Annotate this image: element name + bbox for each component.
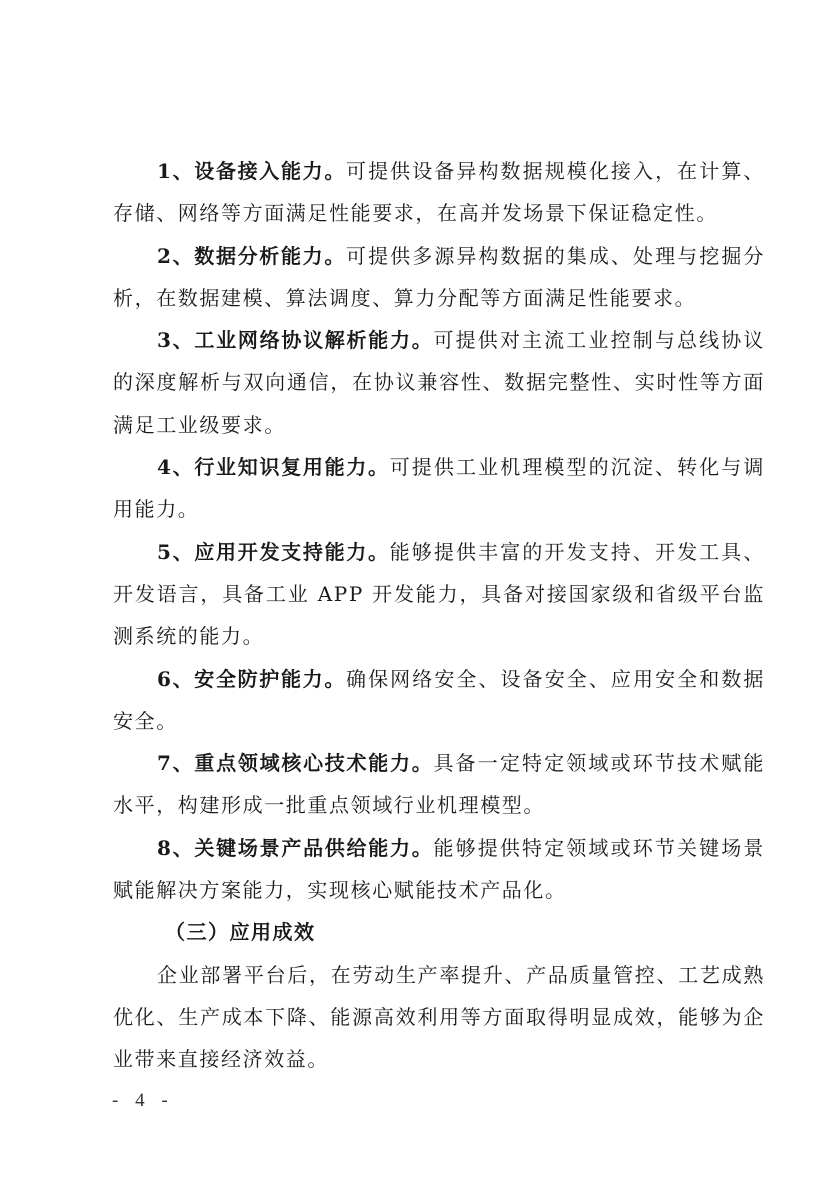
capability-item-6 <box>113 658 765 743</box>
page-number: - 4 - <box>112 1090 174 1111</box>
item-body: 具备一定特定领域或环节技术赋能水平，构建形成一批重点领域行业机理模型。 <box>113 751 765 818</box>
item-body: 可提供设备异构数据规模化接入，在计算、存储、网络等方面满足性能要求，在高并发场景下保证稳定性。 <box>113 159 765 226</box>
item-title: 7、重点领域核心技术能力。 <box>157 751 434 776</box>
item-body: 可提供对主流工业控制与总线协议的深度解析与双向通信，在协议兼容性、数据完整性、实时性等方面满足工业级要求。 <box>113 328 765 437</box>
item-body: 能够提供特定领域或环节关键场景赋能解决方案能力，实现核心赋能技术产品化。 <box>113 835 765 903</box>
item-title: 1、设备接入能力。 <box>157 159 347 183</box>
item-body: 可提供多源异构数据的集成、处理与挖掘分析，在数据建模、算法调度、算力分配等方面满足性能要求。 <box>113 243 765 310</box>
item-body: 能够提供丰富的开发支持、开发工具、开发语言，具备工业 APP 开发能力，具备对接国家级和省级平台监测系统的能力。 <box>113 539 765 649</box>
capability-item-2 <box>113 235 765 320</box>
capability-item-8 <box>113 827 765 912</box>
item-title: 3、工业网络协议解析能力。 <box>157 328 434 353</box>
item-title: 8、关键场景产品供给能力。 <box>157 835 434 860</box>
capability-item-5 <box>113 531 765 658</box>
item-body: 可提供工业机理模型的沉淀、转化与调用能力。 <box>113 455 765 522</box>
item-body: 确保网络安全、设备安全、应用安全和数据安全。 <box>113 666 765 733</box>
capability-item-7 <box>113 742 765 827</box>
capability-item-3 <box>113 319 765 446</box>
section-heading: （三）应用成效 <box>165 920 316 945</box>
item-title: 6、安全防护能力。 <box>157 666 347 691</box>
capability-item-4 <box>113 446 765 531</box>
document-page <box>113 150 765 1081</box>
item-title: 4、行业知识复用能力。 <box>157 455 390 480</box>
item-title: 5、应用开发支持能力。 <box>157 539 390 564</box>
item-title: 2、数据分析能力。 <box>157 243 347 268</box>
capability-item-1 <box>113 150 765 235</box>
section-body: 企业部署平台后，在劳动生产率提升、产品质量管控、工艺成熟优化、生产成本下降、能源高效利用等方面取得明显成效，能够为企业带来直接经济效益。 <box>113 962 765 1072</box>
